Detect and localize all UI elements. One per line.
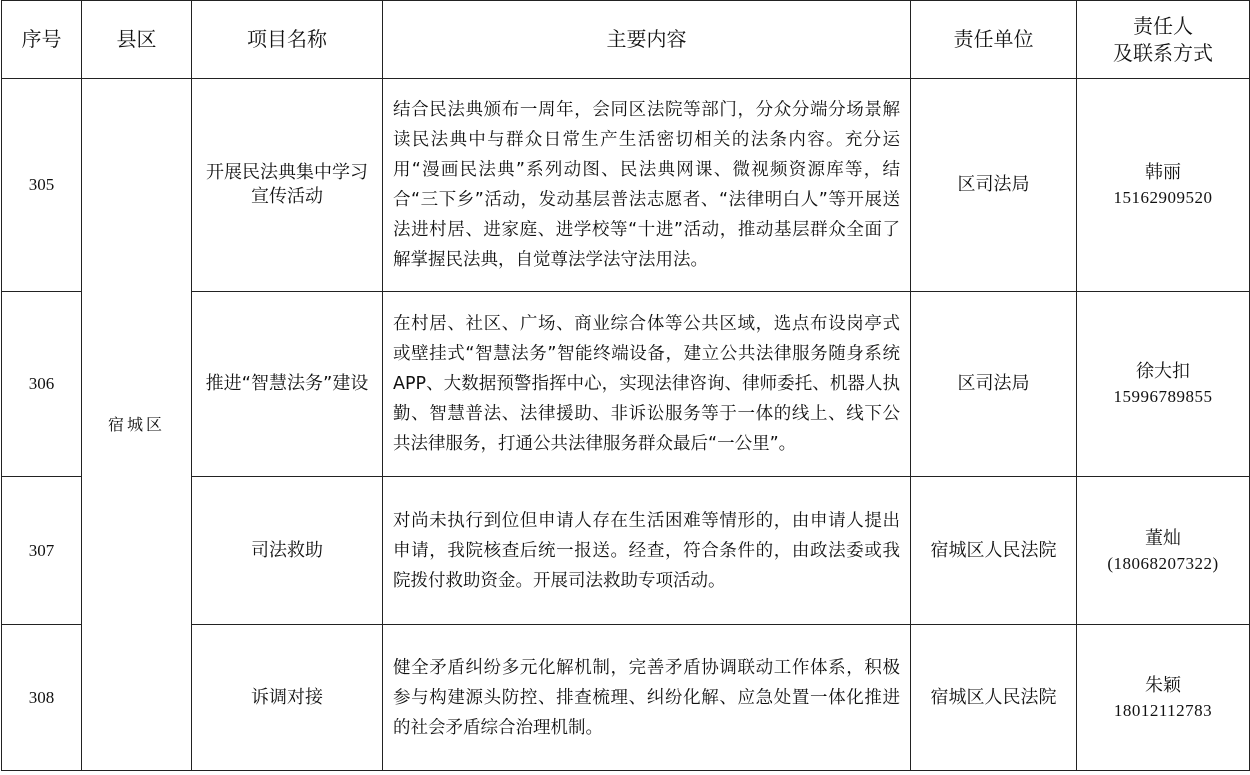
row-index: 306	[2, 292, 82, 477]
county-cell: 宿城区	[82, 79, 192, 771]
project-name: 推进“智慧法务”建设	[192, 292, 383, 477]
header-index: 序号	[2, 1, 82, 79]
header-contact	[1077, 1, 1250, 79]
contact-person: 董灿	[1145, 527, 1181, 549]
responsible-unit: 宿城区人民法院	[911, 477, 1077, 625]
contact-cell	[1077, 625, 1250, 771]
main-content: 结合民法典颁布一周年，会同区法院等部门，分众分端分场景解读民法典中与群众日常生产生活密切相关的法条内容。充分运用“漫画民法典”系列动图、民法典网课、微视频资源库等，结合“三下乡”活动，发动基层普法志愿者、“法律明白人”等开展送法进村居、进家庭、进学校等“十进”活动，推动基层群众全面了解掌握民法典，自觉尊法学法守法用法。	[383, 79, 911, 292]
contact-cell	[1077, 79, 1250, 292]
table-header-row	[2, 1, 1250, 79]
project-table	[1, 0, 1250, 771]
contact-person: 韩丽	[1145, 162, 1181, 183]
header-contact-line1: 责任人	[1133, 13, 1193, 38]
row-index: 305	[2, 79, 82, 292]
main-content: 健全矛盾纠纷多元化解机制，完善矛盾协调联动工作体系，积极参与构建源头防控、排查梳理、纠纷化解、应急处置一体化推进的社会矛盾综合治理机制。	[383, 625, 911, 771]
header-project: 项目名称	[192, 1, 383, 79]
responsible-unit: 宿城区人民法院	[911, 625, 1077, 771]
table-row	[2, 79, 1250, 292]
responsible-unit: 区司法局	[911, 79, 1077, 292]
project-name: 司法救助	[192, 477, 383, 625]
contact-phone: 18012112783	[1113, 700, 1213, 720]
contact-phone: 15996789855	[1113, 387, 1213, 406]
contact-phone: 15162909520	[1113, 188, 1213, 207]
header-contact-line2: 及联系方式	[1113, 40, 1213, 65]
contact-person: 徐大扣	[1136, 361, 1190, 382]
responsible-unit: 区司法局	[911, 292, 1077, 477]
header-unit: 责任单位	[911, 1, 1077, 79]
contact-person: 朱颖	[1145, 674, 1181, 696]
row-index: 307	[2, 477, 82, 625]
contact-phone: (18068207322)	[1107, 553, 1219, 573]
project-name: 诉调对接	[192, 625, 383, 771]
row-index: 308	[2, 625, 82, 771]
contact-cell	[1077, 477, 1250, 625]
project-name: 开展民法典集中学习宣传活动	[192, 79, 383, 292]
header-content: 主要内容	[383, 1, 911, 79]
header-county: 县区	[82, 1, 192, 79]
main-content: 对尚未执行到位但申请人存在生活困难等情形的，由申请人提出申请，我院核查后统一报送。经查，符合条件的，由政法委或我院拨付救助资金。开展司法救助专项活动。	[383, 477, 911, 625]
main-content: 在村居、社区、广场、商业综合体等公共区域，选点布设岗亭式或壁挂式“智慧法务”智能终端设备，建立公共法律服务随身系统 APP、大数据预警指挥中心，实现法律咨询、律师委托、机器人执勤、智慧普法、法律援助、非诉讼服务等于一体的线上、线下公共法律服务，打通公共法律服务群众最后“一公里”。	[383, 292, 911, 477]
contact-cell	[1077, 292, 1250, 477]
